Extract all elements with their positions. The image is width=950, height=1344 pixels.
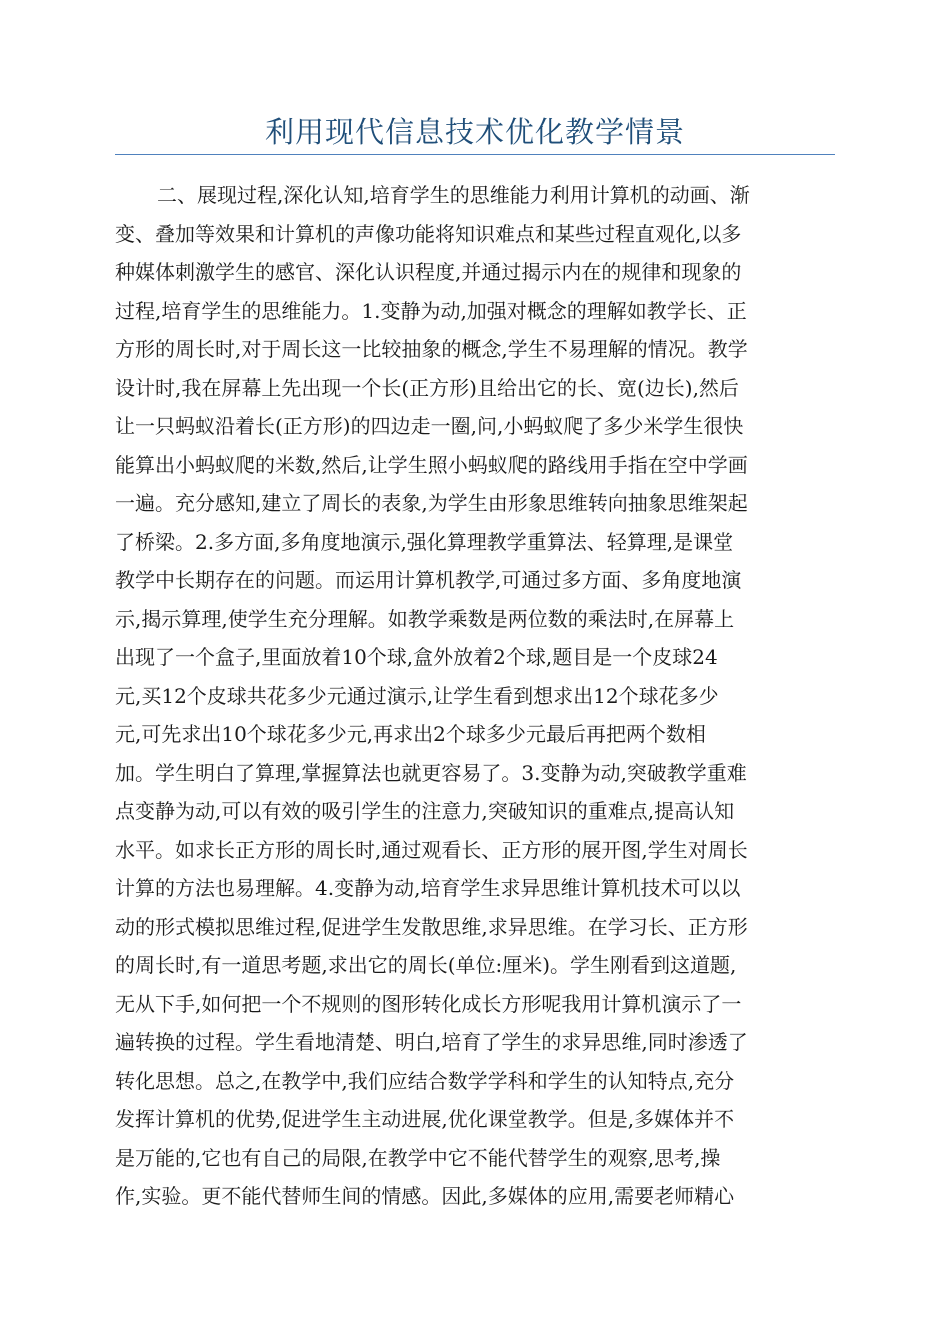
- body-line: 教学中长期存在的问题。而运用计算机教学,可通过多方面、多角度地演: [115, 568, 742, 592]
- body-line: 发挥计算机的优势,促进学生主动进展,优化课堂教学。但是,多媒体并不: [115, 1107, 735, 1131]
- body-line: 计算的方法也易理解。4.变静为动,培育学生求异思维计算机技术可以以: [115, 876, 741, 900]
- body-line: 一遍。充分感知,建立了周长的表象,为学生由形象思维转向抽象思维架起: [115, 491, 748, 515]
- body-line: 遍转换的过程。学生看地清楚、明白,培育了学生的求异思维,同时渗透了: [115, 1030, 748, 1054]
- body-line: 过程,培育学生的思维能力。1.变静为动,加强对概念的理解如教学长、正: [115, 298, 747, 323]
- body-line: 动的形式模拟思维过程,促进学生发散思维,求异思维。在学习长、正方形: [115, 914, 748, 939]
- body-line: 设计时,我在屏幕上先出现一个长(正方形)且给出它的长、宽(边长),然后: [115, 375, 739, 400]
- body-line: 点变静为动,可以有效的吸引学生的注意力,突破知识的重难点,提高认知: [115, 799, 735, 823]
- body-line: 示,揭示算理,使学生充分理解。如教学乘数是两位数的乘法时,在屏幕上: [115, 606, 735, 631]
- body-line: 作,实验。更不能代替师生间的情感。因此,多媒体的应用,需要老师精心: [115, 1184, 735, 1208]
- body-line: 能算出小蚂蚁爬的米数,然后,让学生照小蚂蚁爬的路线用手指在空中学画: [115, 452, 748, 477]
- body-line: 无从下手,如何把一个不规则的图形转化成长方形呢我用计算机演示了一: [115, 991, 742, 1016]
- body-line: 变、叠加等效果和计算机的声像功能将知识难点和某些过程直观化,以多: [115, 221, 742, 246]
- body-line: 转化思想。总之,在教学中,我们应结合数学学科和学生的认知特点,充分: [115, 1068, 735, 1093]
- title-underline: [115, 154, 835, 155]
- body-line: 方形的周长时,对于周长这一比较抽象的概念,学生不易理解的情况。教学: [115, 337, 748, 361]
- body-line: 加。学生明白了算理,掌握算法也就更容易了。3.变静为动,突破教学重难: [115, 760, 747, 785]
- document-body: [115, 176, 835, 1216]
- document-title: 利用现代信息技术优化教学情景: [264, 115, 685, 149]
- body-line: 元,买12个皮球共花多少元通过演示,让学生看到想求出12个球花多少: [115, 683, 719, 708]
- body-line: 了桥梁。2.多方面,多角度地演示,强化算理教学重算法、轻算理,是课堂: [115, 529, 734, 554]
- body-line: 二、展现过程,深化认知,培育学生的思维能力利用计算机的动画、渐: [157, 183, 750, 207]
- body-line: 水平。如求长正方形的周长时,通过观看长、正方形的展开图,学生对周长: [115, 837, 748, 862]
- body-line: 种媒体刺激学生的感官、深化认识程度,并通过揭示内在的规律和现象的: [115, 260, 742, 284]
- body-line: 元,可先求出10个球花多少元,再求出2个球多少元最后再把两个数相: [115, 722, 706, 746]
- body-line: 让一只蚂蚁沿着长(正方形)的四边走一圈,问,小蚂蚁爬了多少米学生很快: [115, 414, 744, 438]
- body-line: 的周长时,有一道思考题,求出它的周长(单位:厘米)。学生刚看到这道题,: [115, 953, 737, 977]
- body-line: 是万能的,它也有自己的局限,在教学中它不能代替学生的观察,思考,操: [115, 1145, 721, 1170]
- body-line: 出现了一个盒子,里面放着10个球,盒外放着2个球,题目是一个皮球24: [115, 645, 718, 669]
